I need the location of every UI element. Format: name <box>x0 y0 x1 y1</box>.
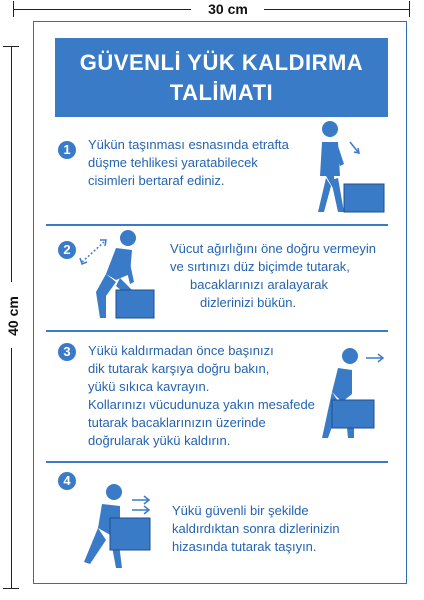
step-2-line-3: bacaklarınızı aralayarak <box>190 277 329 292</box>
worker-standing-box-icon <box>298 120 388 218</box>
step-4-line-3: hizasında tutarak taşıyın. <box>172 539 317 554</box>
height-dimension-line-bottom <box>11 348 12 588</box>
step-4-line-2: kaldırdıktan sonra dizlerinizin <box>172 521 340 536</box>
step-1-line-3: cisimleri bertaraf ediniz. <box>88 173 225 188</box>
height-dimension-tick-bottom <box>3 588 19 589</box>
height-dimension <box>0 30 26 590</box>
width-dimension-line-left <box>13 9 191 10</box>
step-3-line-1: Yükü kaldırmadan önce başınızı <box>88 343 274 358</box>
step-3-line-5: tutarak bacaklarınızın üzerinde <box>88 415 266 430</box>
sign-title-line1: GÜVENLİ YÜK KALDIRMA <box>79 50 364 75</box>
width-dimension-tick-left <box>13 1 14 17</box>
divider-2 <box>46 330 388 332</box>
sign-title <box>55 38 388 117</box>
step-number-2: 2 <box>58 241 76 259</box>
width-dimension-line-right <box>264 9 409 10</box>
step-number-4: 4 <box>58 472 76 490</box>
height-dimension-label: 40 cm <box>5 296 21 336</box>
step-1-line-1: Yükün taşınması esnasında etrafta <box>88 137 289 152</box>
step-text-4 <box>172 502 340 556</box>
worker-lifting-box-icon <box>308 342 388 444</box>
step-2-line-2: ve sırtınızı düz biçimde tutarak, <box>170 259 350 274</box>
step-3-line-6: doğrularak yükü kaldırın. <box>88 433 231 448</box>
divider-3 <box>46 461 388 463</box>
step-text-2 <box>170 240 376 312</box>
step-2-line-4: dizlerinizi bükün. <box>200 295 297 310</box>
step-number-1: 1 <box>58 141 76 159</box>
step-4-line-1: Yükü güvenli bir şekilde <box>172 503 309 518</box>
worker-squatting-box-icon <box>76 226 160 324</box>
sign-title-line2: TALİMATI <box>169 80 274 105</box>
step-text-3 <box>88 342 315 450</box>
step-3-line-4: Kollarınızı vücudunuza yakın mesafede <box>88 397 315 412</box>
step-3-line-3: yükü sıkıca kavrayın. <box>88 379 210 394</box>
step-3-line-2: dik tutarak karşıya doğru bakın, <box>88 361 270 376</box>
step-number-3: 3 <box>58 343 76 361</box>
worker-carrying-box-icon <box>76 480 160 572</box>
step-1-line-2: düşme tehlikesi yaratabilecek <box>88 155 258 170</box>
height-dimension-line-top <box>11 46 12 282</box>
step-text-1 <box>88 136 289 190</box>
height-dimension-tick-top <box>3 46 19 47</box>
step-2-line-1: Vücut ağırlığını öne doğru vermeyin <box>170 241 376 256</box>
width-dimension-label: 30 cm <box>208 1 248 17</box>
width-dimension-tick-right <box>409 1 410 17</box>
